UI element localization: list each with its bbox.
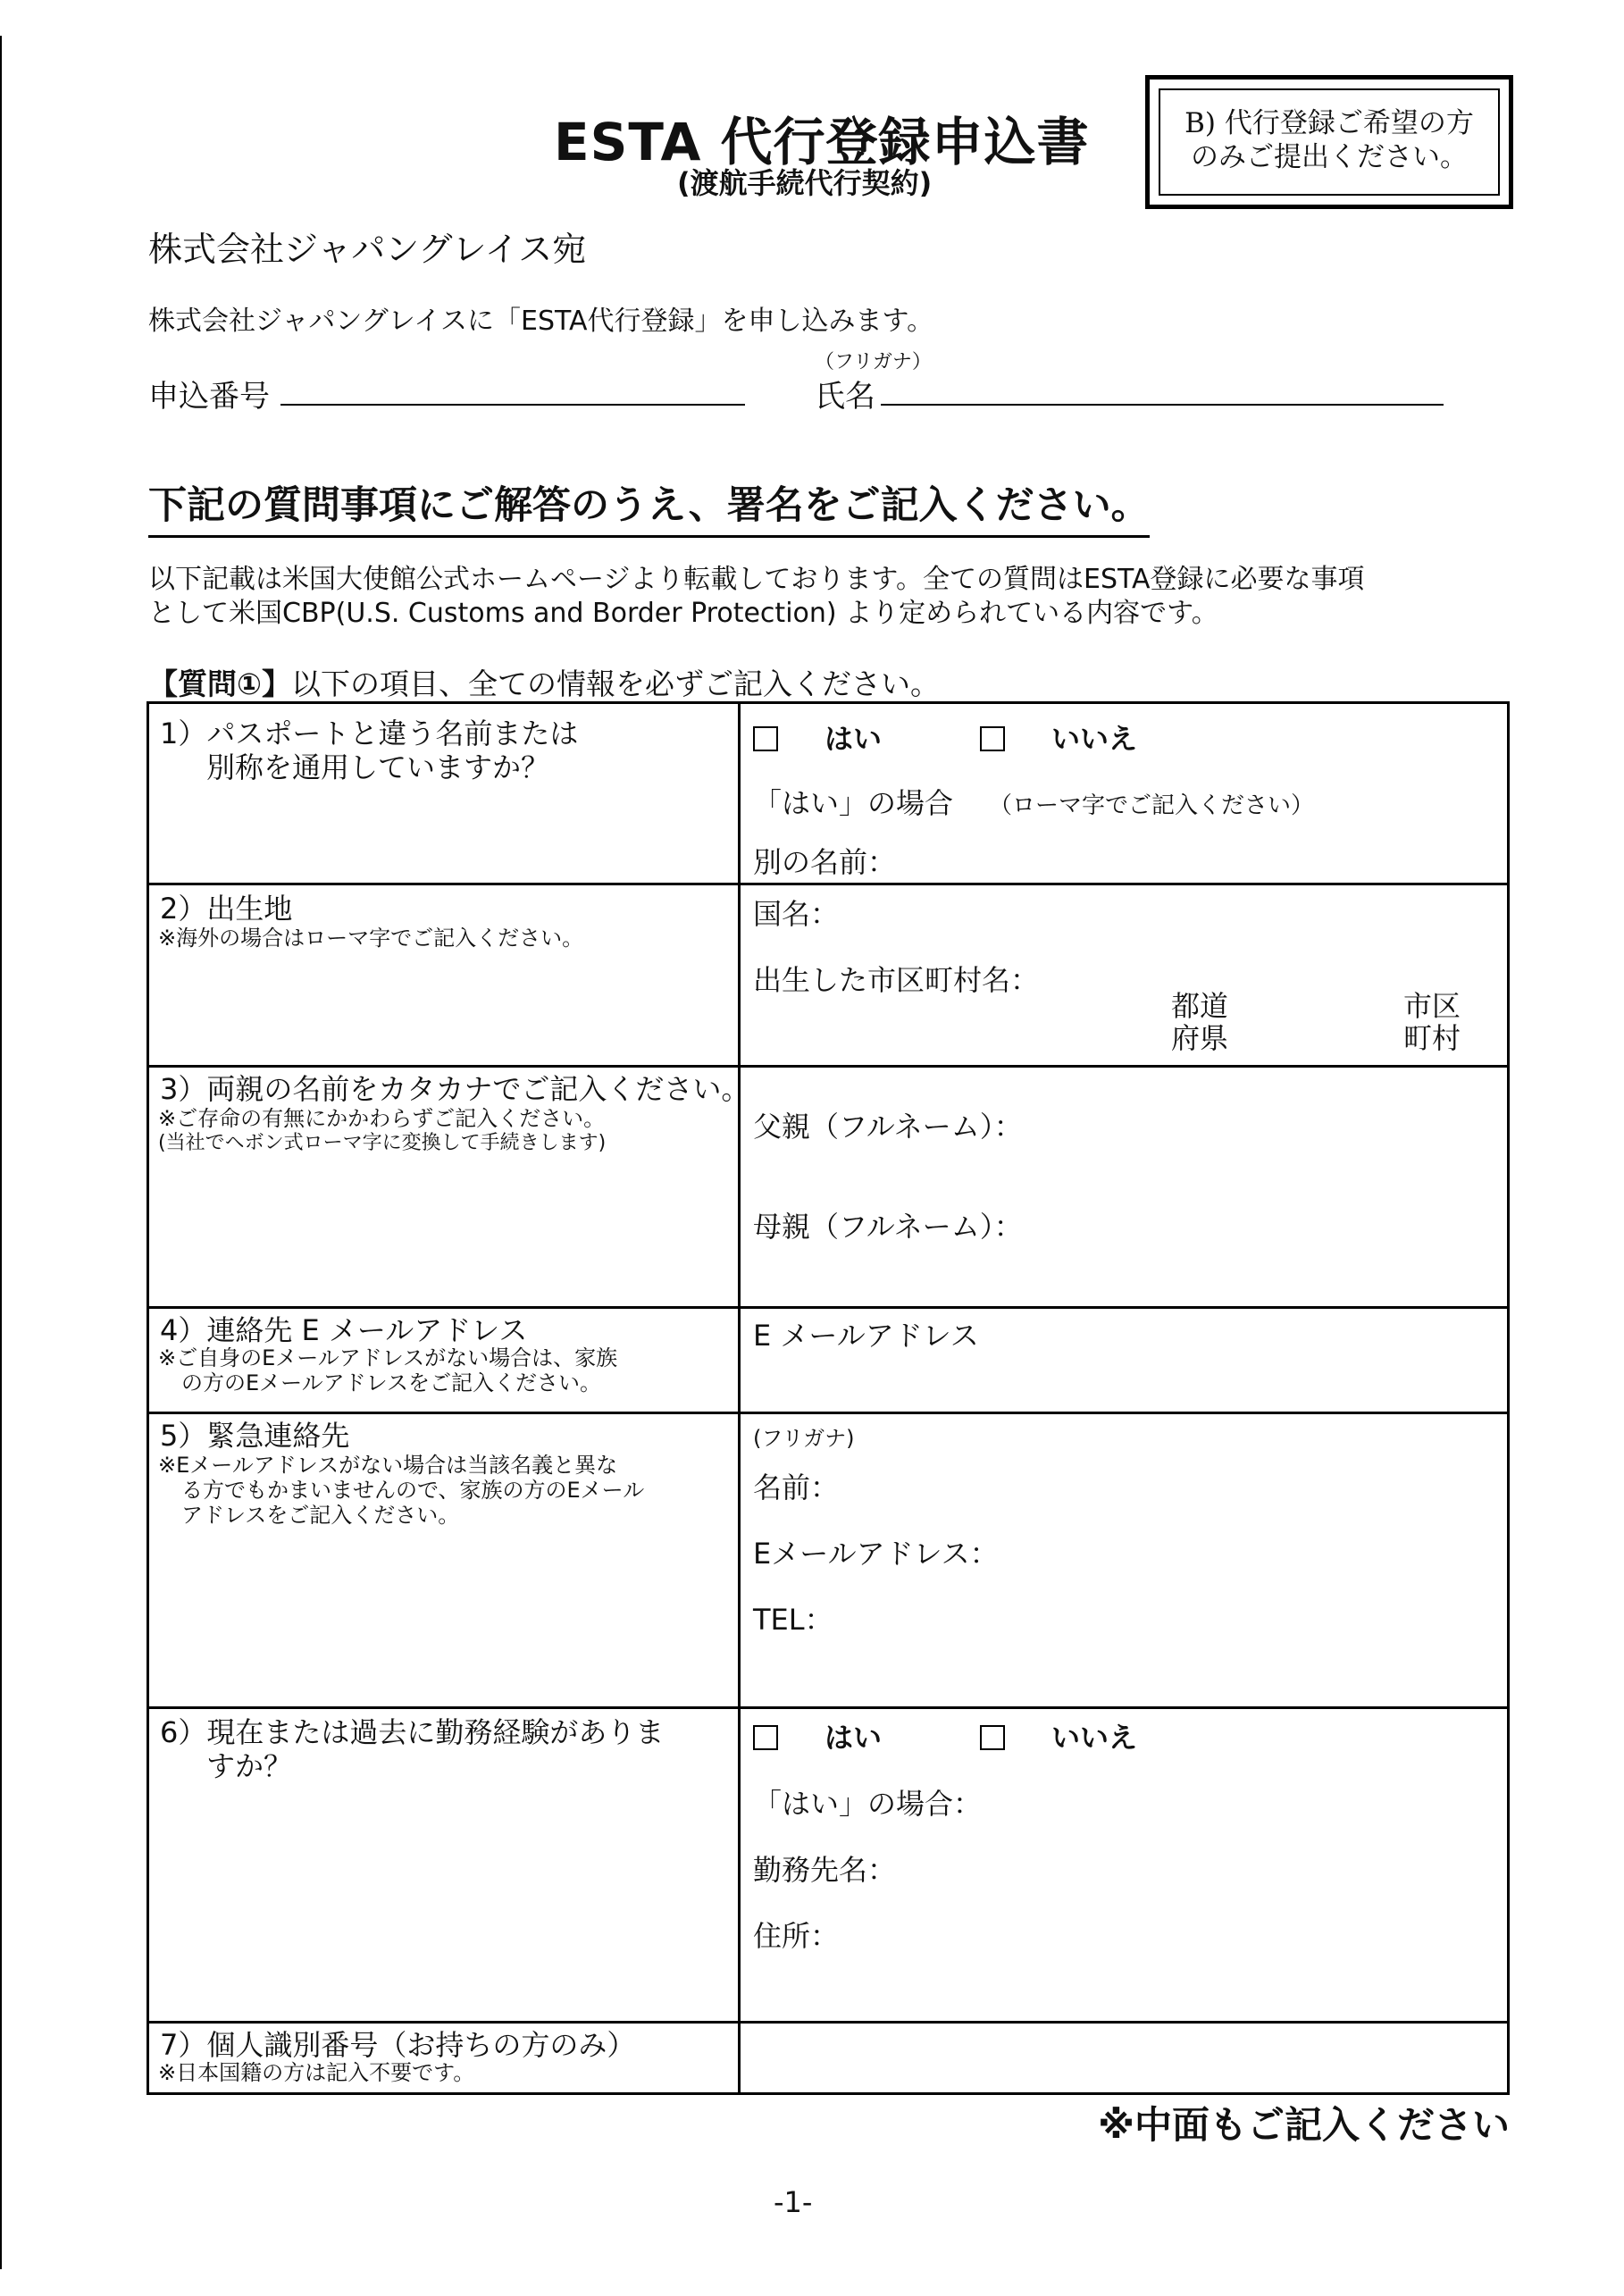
q1-options (753, 716, 1137, 758)
q1-no-checkbox[interactable] (980, 726, 1005, 751)
q2-prefecture-label (1171, 990, 1228, 1054)
q6-yes-checkbox[interactable] (753, 1725, 778, 1750)
q5-name-field[interactable]: 名前： (753, 1471, 840, 1504)
q2-city-top: 市区 (1403, 989, 1461, 1023)
q2-city-bottom: 町村 (1403, 1021, 1461, 1055)
name-field[interactable] (881, 404, 1444, 406)
q3-mother-field[interactable]: 母親（フルネーム）： (753, 1210, 1023, 1244)
column-divider (738, 883, 741, 1065)
question-row-2 (149, 883, 1507, 1068)
column-divider (738, 1706, 741, 2021)
q2-title: 2）出生地 (160, 892, 293, 926)
intro-line-2: として米国CBP(U.S. Customs and Border Protection) より定められている内容です。 (148, 598, 1218, 629)
q6-if-yes-label: 「はい」の場合： (753, 1787, 983, 1821)
q2-city-field[interactable]: 出生した市区町村名： (753, 963, 1040, 997)
question-row-6 (149, 1706, 1507, 2024)
q1-yes-label: はい (825, 722, 883, 756)
intro-line-1: 以下記載は米国大使館公式ホームページより転載しております。全ての質問はESTA登録に必要な事項 (148, 564, 1365, 595)
q1-if-yes (753, 781, 1314, 822)
q5-tel-field[interactable]: TEL： (753, 1603, 833, 1637)
q1-yes-checkbox[interactable] (753, 726, 778, 751)
q6-yes-label: はい (825, 1721, 883, 1755)
page-number: -1- (774, 2185, 813, 2219)
notice-line-1: B) 代行登録ご希望の方 (1185, 107, 1474, 139)
q5-email-field[interactable]: Eメールアドレス： (753, 1537, 999, 1571)
q6-no-checkbox[interactable] (980, 1725, 1005, 1750)
q6-line-1: 6）現在または過去に勤務経験がありま (160, 1715, 665, 1749)
q6-address-field[interactable]: 住所： (753, 1919, 840, 1953)
q2-note: ※海外の場合はローマ字でご記入ください。 (158, 926, 584, 951)
application-number-label: 申込番号 (148, 379, 270, 415)
question-row-4 (149, 1306, 1507, 1414)
q6-line-2: すか？ (206, 1749, 293, 1783)
q1-line-1: 1）パスポートと違う名前または (160, 716, 579, 750)
application-number-field[interactable] (280, 404, 745, 406)
column-divider (738, 1306, 741, 1412)
page-left-rule (0, 36, 2, 2269)
question-section-header (148, 661, 940, 703)
q1-line-2: 別称を通用していますか？ (206, 750, 550, 784)
q6-options (753, 1715, 1137, 1756)
q2-pref-top: 都道 (1171, 989, 1229, 1023)
q5-title: 5）緊急連絡先 (160, 1419, 350, 1453)
question-row-3 (149, 1065, 1507, 1309)
question-row-5 (149, 1412, 1507, 1709)
question-tag: 【質問①】 (148, 666, 291, 701)
q2-country-field[interactable]: 国名： (753, 897, 840, 931)
question-header-text: 以下の項目、全ての情報を必ずご記入ください。 (290, 666, 940, 701)
name-furigana-label: （フリガナ） (815, 351, 932, 373)
q3-title: 3）両親の名前をカタカナでご記入ください。 (160, 1072, 750, 1106)
application-statement: 株式会社ジャパングレイスに「ESTA代行登録」を申し込みます。 (148, 306, 934, 337)
q1-label (160, 716, 578, 784)
q4-title: 4）連絡先 E メールアドレス (160, 1313, 528, 1347)
column-divider (738, 2021, 741, 2092)
q2-pref-bottom: 府県 (1171, 1021, 1229, 1055)
question-table (146, 701, 1510, 2095)
name-label: 氏名 (815, 379, 875, 415)
q5-note-2: る方でもかまいませんので、家族の方のEメール (181, 1478, 645, 1503)
q5-note-1: ※Eメールアドレスがない場合は当該名義と異な (158, 1453, 618, 1478)
q4-note-1: ※ご自身のEメールアドレスがない場合は、家族 (158, 1345, 618, 1370)
addressee: 株式会社ジャパングレイス宛 (148, 230, 587, 269)
column-divider (738, 704, 741, 883)
q7-note: ※日本国籍の方は記入不要です。 (158, 2060, 475, 2085)
question-row-7 (149, 2021, 1507, 2092)
q1-other-name-field[interactable]: 別の名前： (753, 845, 897, 879)
q6-employer-field[interactable]: 勤務先名： (753, 1853, 897, 1887)
q3-father-field[interactable]: 父親（フルネーム）： (753, 1110, 1023, 1144)
instruction-heading: 下記の質問事項にご解答のうえ、署名をご記入ください。 (148, 475, 1150, 538)
q3-note-1: ※ご存命の有無にかかわらずご記入ください。 (158, 1106, 606, 1131)
form-title: ESTA 代行登録申込書 (554, 112, 1090, 172)
q1-if-yes-note: （ローマ字でご記入ください） (989, 792, 1315, 819)
form-subtitle: (渡航手続代行契約) (677, 166, 933, 200)
q6-label (160, 1715, 664, 1783)
q2-municipality-label (1403, 990, 1461, 1054)
q4-note-2: の方のEメールアドレスをご記入ください。 (181, 1370, 601, 1395)
q4-email-field[interactable]: E メールアドレス (753, 1319, 979, 1353)
notice-line-2: のみご提出ください。 (1191, 141, 1468, 173)
q5-furigana-label: (フリガナ) (753, 1426, 855, 1451)
q1-if-yes-label: 「はい」の場合 (753, 786, 954, 820)
intro-paragraph (148, 563, 1506, 631)
q6-no-label: いいえ (1051, 1721, 1138, 1755)
q3-note-2: (当社でヘボン式ローマ字に変換して手続きします) (158, 1132, 607, 1154)
column-divider (738, 1412, 741, 1706)
q7-id-field[interactable] (753, 2028, 1486, 2082)
question-row-1 (149, 704, 1507, 885)
q1-no-label: いいえ (1051, 722, 1138, 756)
q7-title: 7）個人識別番号（お持ちの方のみ） (160, 2028, 636, 2062)
continue-note: ※中面もご記入ください (1098, 2103, 1510, 2147)
q5-note-3: アドレスをご記入ください。 (181, 1503, 460, 1528)
submission-notice-box (1145, 75, 1513, 209)
